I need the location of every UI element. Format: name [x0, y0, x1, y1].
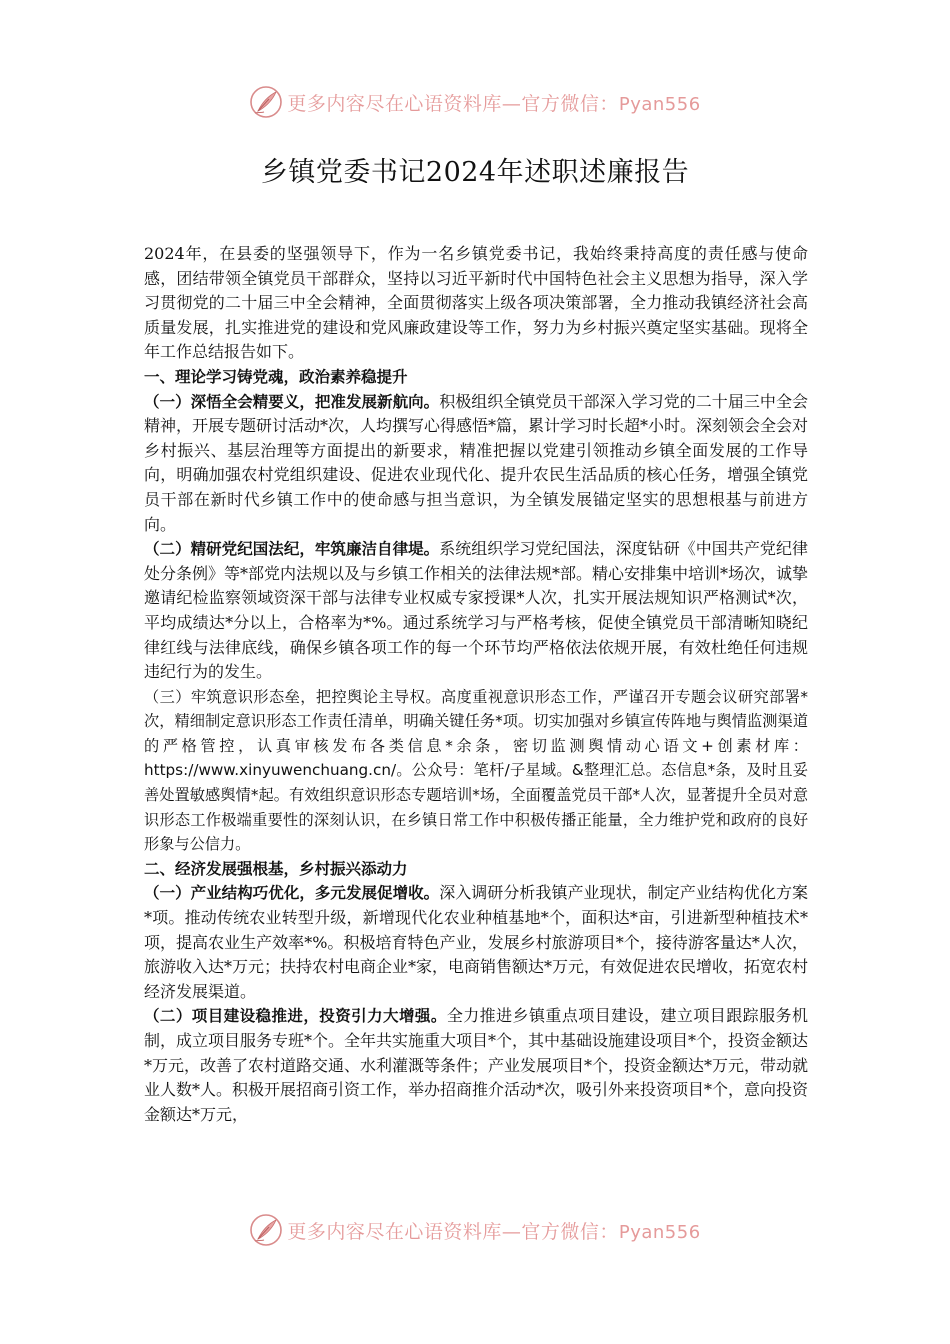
document-body: [144, 242, 808, 1127]
section1-p1-title: （一）深悟全会精要义，把准发展新航向。: [144, 392, 440, 411]
section2-heading: 二、经济发展强根基，乡村振兴添动力: [144, 859, 408, 878]
wechat-id: Pyan556: [618, 1221, 701, 1243]
section1-paragraph1: [144, 390, 808, 538]
watermark-prefix: 更多内容尽在心语资料库—官方微信：: [287, 1220, 619, 1243]
section1-paragraph2: [144, 537, 808, 685]
section1-p2-title: （二）精研党纪国法纪，牢筑廉洁自律堤。: [144, 540, 440, 559]
watermark-banner-top: [0, 82, 950, 122]
watermark-prefix: 更多内容尽在心语资料库—官方微信：: [287, 92, 619, 115]
section1-p1-text: 积极组织全镇党员干部深入学习党的二十届三中全会精神，开展专题研讨活动*次，人均撰写心得感悟*篇，累计学习时长超*小时。深刻领会全会对乡村振兴、基层治理等方面提出的新要求，精准把握以党建引领推动乡镇全面发展的工作导向，明确加强农村党组织建设、促进农业现代化、提升农民生活品质的核心任务，增强全镇党员干部在新时代乡镇工作中的使命感与担当意识，为全镇发展锚定坚实的思想根基与前进方向。: [144, 391, 809, 534]
section2-p2-title: （二）项目建设稳推进，投资引力大增强。: [144, 1007, 447, 1026]
watermark-text: [287, 1217, 700, 1244]
quill-logo-icon: [249, 85, 283, 119]
document-title: 乡镇党委书记2024年述职述廉报告: [260, 157, 690, 188]
section2-paragraph1: [144, 881, 808, 1004]
section2-p2-text: 全力推进乡镇重点项目建设，建立项目跟踪服务机制，成立项目服务专班*个。全年共实施重大项目*个，其中基础设施建设项目*个，投资金额达*万元，改善了农村道路交通、水利灌溉等条件；产业发展项目*个，投资金额达*万元，带动就业人数*人。积极开展招商引资工作，举办招商推介活动*次，吸引外来投资项目*个，意向投资金额达*万元，: [144, 1006, 809, 1124]
section1-p2-text: 系统组织学习党纪国法，深度钻研《中国共产党纪律处分条例》等*部党内法规以及与乡镇工作相关的法律法规*部。精心安排集中培训*场次，诚挚邀请纪检监察领域资深干部与法律专业权威专家授课*人次，扎实开展法规知识严格测试*次，平均成绩达*分以上，合格率为*%。通过系统学习与严格考核，促使全镇党员干部清晰知晓纪律红线与法律底线，确保乡镇各项工作的每一个环节均严格依法依规开展，有效杜绝任何违规违纪行为的发生。: [144, 539, 809, 682]
section2-p1-title: （一）产业结构巧优化，多元发展促增收。: [144, 884, 440, 903]
wechat-id: Pyan556: [618, 93, 701, 115]
watermark-text: [287, 89, 700, 116]
section1-heading: 一、理论学习铸党魂，政治素养稳提升: [144, 367, 408, 386]
section2-paragraph2: [144, 1004, 808, 1127]
watermark-banner-bottom: [0, 1210, 950, 1250]
quill-logo-icon: [249, 1213, 283, 1247]
intro-paragraph: 2024年，在县委的坚强领导下，作为一名乡镇党委书记，我始终秉持高度的责任感与使命感，团结带领全镇党员干部群众，坚持以习近平新时代中国特色社会主义思想为指导，深入学习贯彻党的二十届三中全会精神，全面贯彻落实上级各项决策部署，全力推动我镇经济社会高质量发展，扎实推进党的建设和党风廉政建设等工作，努力为乡村振兴奠定坚实基础。现将全年工作总结报告如下。: [144, 244, 808, 362]
section1-paragraph3: （三）牢筑意识形态垒，把控舆论主导权。高度重视意识形态工作，严谨召开专题会议研究部署*次，精细制定意识形态工作责任清单，明确关键任务*项。切实加强对乡镇宣传阵地与舆情监测渠道的严格管控，认真审核发布各类信息*余条，密切监测舆情动心语文+创素材库：https://www.xinyuwenchuang.cn/。公众号：笔杆/子星域。&整理汇总。态信息*条，及时且妥善处置敏感舆情*起。有效组织意识形态专题培训*场，全面覆盖党员干部*人次，显著提升全员对意识形态工作极端重要性的深刻认识，在乡镇日常工作中积极传播正能量，全力维护党和政府的良好形象与公信力。: [144, 687, 808, 854]
section2-p1-text: 深入调研分析我镇产业现状，制定产业结构优化方案*项。推动传统农业转型升级，新增现代化农业种植基地*个，面积达*亩，引进新型种植技术*项，提高农业生产效率*%。积极培育特色产业，发展乡村旅游项目*个，接待游客量达*人次，旅游收入达*万元；扶持农村电商企业*家，电商销售额达*万元，有效促进农民增收，拓宽农村经济发展渠道。: [144, 883, 809, 1001]
